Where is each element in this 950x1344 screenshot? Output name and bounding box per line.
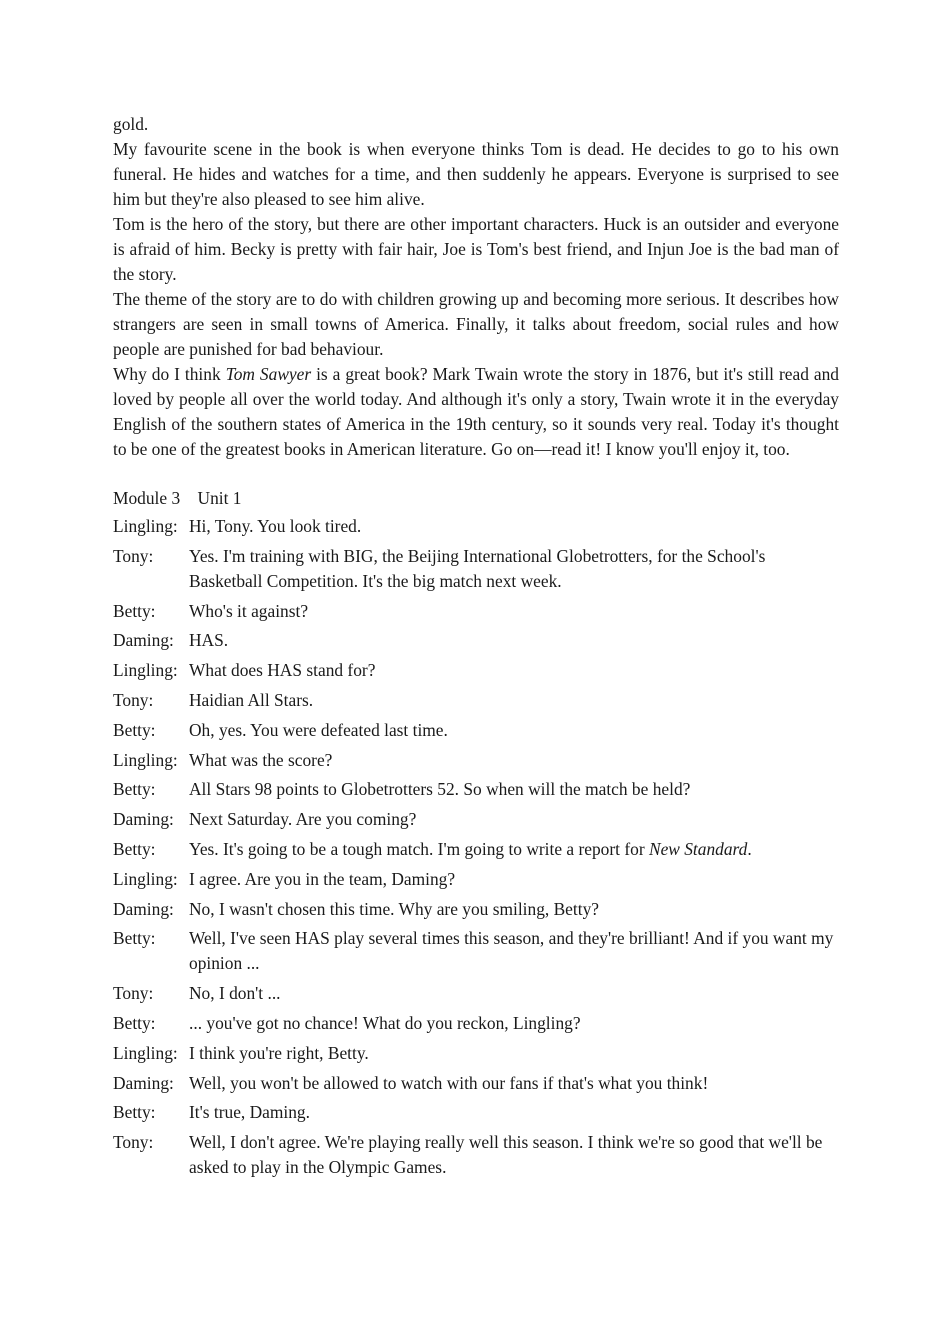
dialogue-line (113, 926, 839, 976)
document-page (113, 112, 839, 1185)
utterance: All Stars 98 points to Globetrotters 52. So when will the match be held? (189, 779, 691, 800)
utterance: What was the score? (189, 749, 333, 770)
dialogue-line (113, 1041, 839, 1066)
utterance: ... you've got no chance! What do you reckon, Lingling? (189, 1012, 581, 1033)
speaker-name: Lingling: (113, 660, 178, 681)
utterance: Well, you won't be allowed to watch with our fans if that's what you think! (189, 1072, 709, 1093)
speaker-name: Betty: (113, 928, 156, 949)
story-paragraph-characters: Tom is the hero of the story, but there are other important characters. Huck is an outsider and everyone is afraid of him. Becky is pretty with fair hair, Joe is Tom's best friend, and Injun Joe is the bad man of the story. (113, 214, 839, 284)
speaker-name: Daming: (113, 1072, 174, 1093)
speaker-name: Lingling: (113, 516, 178, 536)
utterance: I agree. Are you in the team, Daming? (189, 868, 456, 889)
speaker-name: Tony: (113, 689, 154, 710)
utterance: Haidian All Stars. (189, 689, 314, 710)
speaker-name: Daming: (113, 809, 174, 830)
speaker-name: Lingling: (113, 1042, 178, 1063)
dialogue-line (113, 1130, 839, 1180)
utterance: What does HAS stand for? (189, 660, 376, 681)
speaker-name: Tony: (113, 545, 154, 566)
speaker-name: Betty: (113, 719, 156, 740)
dialogue-line (113, 514, 839, 539)
speaker-name: Betty: (113, 838, 156, 859)
speaker-name: Betty: (113, 1102, 156, 1123)
book-title: Tom Sawyer (225, 364, 312, 384)
speaker-name: Daming: (113, 630, 174, 651)
dialogue-line (113, 897, 839, 922)
dialogue-line (113, 837, 839, 862)
dialogue-line (113, 1011, 839, 1036)
magazine-title: New Standard (648, 838, 748, 859)
utterance: No, I wasn't chosen this time. Why are you smiling, Betty? (189, 898, 599, 919)
utterance: Hi, Tony. You look tired. (189, 516, 362, 536)
utterance-text-start: Yes. It's going to be a tough match. I'm going to write a report for (189, 838, 649, 859)
story-paragraph-theme: The theme of the story are to do with children growing up and becoming more serious. It describes how strangers are seen in small towns of America. Finally, it talks about freedom, social rules and how people are punished for bad behaviour. (113, 289, 839, 359)
utterance: Yes. I'm training with BIG, the Beijing International Globetrotters, for the School's Basketball Competition. It's the big match next week. (189, 545, 766, 591)
story-paragraph-fragment: gold. (113, 114, 149, 134)
dialogue-line (113, 981, 839, 1006)
story-paragraph-conclusion (113, 362, 839, 462)
module-heading: Module 3 Unit 1 (113, 488, 242, 508)
dialogue-line (113, 544, 839, 594)
speaker-name: Betty: (113, 779, 156, 800)
conclusion-text-start: Why do I think (113, 364, 226, 384)
utterance: I think you're right, Betty. (189, 1042, 369, 1063)
dialogue-line (113, 777, 839, 802)
dialogue (113, 514, 839, 1180)
speaker-name: Betty: (113, 1012, 156, 1033)
utterance: Oh, yes. You were defeated last time. (189, 719, 448, 740)
dialogue-line (113, 867, 839, 892)
utterance: Next Saturday. Are you coming? (189, 809, 417, 830)
conclusion-text-end: is a great book? Mark Twain wrote the story in 1876, but it's still read and loved by people all over the world today. And although it's only a story, Twain wrote it in the everyday English of the southern states of America in the 19th century, so it sounds very real. Today it's thought to be one of the greatest books in American literature. Go on—read it! I know you'll enjoy it, too. (113, 364, 839, 459)
speaker-name: Lingling: (113, 868, 178, 889)
utterance: HAS. (189, 630, 229, 651)
utterance: It's true, Daming. (189, 1102, 310, 1123)
utterance-text-end: . (747, 838, 752, 859)
utterance: Well, I don't agree. We're playing really well this season. I think we're so good that we'll be asked to play in the Olympic Games. (189, 1132, 823, 1178)
dialogue-line (113, 748, 839, 773)
utterance: Who's it against? (189, 600, 309, 621)
dialogue-line (113, 1100, 839, 1125)
utterance: Well, I've seen HAS play several times this season, and they're brilliant! And if you want my opinion ... (189, 928, 834, 974)
dialogue-line (113, 628, 839, 653)
speaker-name: Daming: (113, 898, 174, 919)
utterance (189, 837, 839, 862)
speaker-name: Tony: (113, 983, 154, 1004)
utterance: No, I don't ... (189, 983, 281, 1004)
story-paragraph-favourite-scene: My favourite scene in the book is when everyone thinks Tom is dead. He decides to go to his own funeral. He hides and watches for a time, and then suddenly he appears. Everyone is surprised to see him but they're also pleased to see him alive. (113, 139, 839, 209)
dialogue-line (113, 688, 839, 713)
dialogue-line (113, 1071, 839, 1096)
speaker-name: Tony: (113, 1132, 154, 1153)
speaker-name: Betty: (113, 600, 156, 621)
speaker-name: Lingling: (113, 749, 178, 770)
dialogue-line (113, 599, 839, 624)
dialogue-line (113, 718, 839, 743)
dialogue-line (113, 807, 839, 832)
dialogue-line (113, 658, 839, 683)
